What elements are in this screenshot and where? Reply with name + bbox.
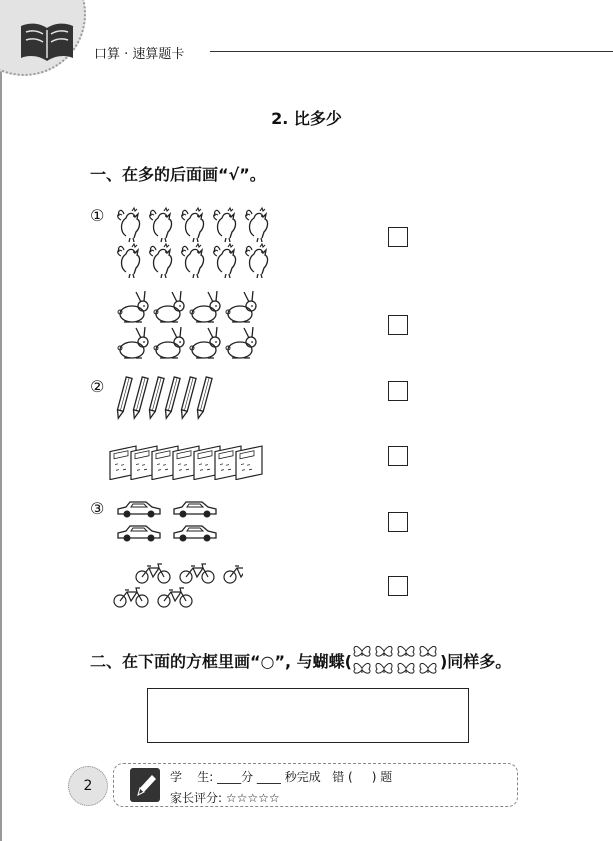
- butterfly-icon: [354, 663, 370, 673]
- rooster-icon: [182, 244, 204, 278]
- rooster-icon: [246, 244, 268, 278]
- rooster-icon: [182, 208, 204, 242]
- car-icon: [118, 502, 160, 518]
- section1-instruction: 一、在多的后面画“√”。: [90, 165, 266, 184]
- group-number-1: ①: [90, 206, 105, 225]
- rooster-group: [116, 206, 281, 278]
- rabbit-icon: [154, 291, 184, 322]
- answer-box-notebooks[interactable]: [388, 446, 408, 466]
- butterfly-icons: [352, 643, 440, 677]
- pencil-icon: [163, 377, 180, 419]
- pencil-icon: [147, 377, 164, 419]
- rabbit-icon: [154, 327, 184, 358]
- section2-text-before: 二、在下面的方框里画“○”, 与蝴蝶(: [90, 651, 352, 671]
- drawing-answer-box[interactable]: [147, 688, 469, 743]
- answer-box-roosters[interactable]: [388, 227, 408, 247]
- bicycle-icon: [114, 588, 148, 607]
- rabbit-group: [116, 290, 266, 362]
- notebook-icons: [108, 438, 283, 480]
- car-group: [116, 498, 228, 550]
- header-rule: [210, 51, 613, 52]
- pencil-icons: [116, 375, 226, 423]
- section2-text-after: )同样多。: [439, 651, 512, 671]
- pencil-badge-icon: [130, 768, 160, 802]
- butterfly-icon: [354, 646, 370, 656]
- answer-box-pencils[interactable]: [388, 381, 408, 401]
- butterfly-icon: [420, 663, 436, 673]
- butterfly-icon: [398, 663, 414, 673]
- bicycle-icon: [136, 564, 170, 583]
- group-number-2: ②: [90, 377, 105, 396]
- car-icons: [116, 498, 228, 550]
- open-book-icon: [18, 20, 76, 64]
- parent-rating-line: 家长评分: ☆☆☆☆☆: [170, 791, 280, 805]
- car-icon: [118, 526, 160, 542]
- answer-box-bicycles[interactable]: [388, 576, 408, 596]
- rooster-icon: [214, 208, 236, 242]
- car-icon: [174, 502, 216, 518]
- rooster-icon: [214, 244, 236, 278]
- lesson-title: 2. 比多少: [271, 109, 342, 128]
- pencil-icon: [195, 377, 212, 419]
- rabbit-icon: [226, 327, 256, 358]
- rabbit-icons: [116, 290, 266, 362]
- page-number: 2: [68, 766, 108, 806]
- pencil-icon: [116, 377, 132, 419]
- student-time-line: 学 生: ____分 ____ 秒完成 错 ( ) 题: [170, 770, 393, 784]
- bicycle-group: [113, 563, 243, 613]
- pencil-group: [116, 375, 226, 423]
- car-icon: [174, 526, 216, 542]
- rooster-icon: [246, 208, 268, 242]
- answer-box-rabbits[interactable]: [388, 315, 408, 335]
- rabbit-icon: [226, 291, 256, 322]
- pencil-icon: [131, 377, 148, 419]
- bicycle-icons: [113, 563, 243, 613]
- rooster-icons: [116, 206, 281, 278]
- answer-box-cars[interactable]: [388, 512, 408, 532]
- rooster-icon: [118, 208, 140, 242]
- butterfly-icon: [420, 646, 436, 656]
- rooster-icon: [150, 208, 172, 242]
- section2-instruction: [90, 643, 511, 677]
- rabbit-icon: [118, 327, 148, 358]
- notebook-icon: [236, 446, 262, 480]
- rabbit-icon: [190, 291, 220, 322]
- bicycle-icon: [180, 564, 214, 583]
- rooster-icon: [150, 244, 172, 278]
- butterfly-icon: [398, 646, 414, 656]
- butterfly-icon: [376, 663, 392, 673]
- bicycle-icon: [158, 588, 192, 607]
- pencil-icon: [179, 377, 196, 419]
- rabbit-icon: [190, 327, 220, 358]
- bicycle-icon: [224, 564, 243, 583]
- rooster-icon: [118, 244, 140, 278]
- group-number-3: ③: [90, 499, 105, 518]
- header-title: 口算 · 速算题卡: [94, 47, 185, 62]
- butterfly-icon: [376, 646, 392, 656]
- rabbit-icon: [118, 291, 148, 322]
- notebook-group: [108, 438, 283, 480]
